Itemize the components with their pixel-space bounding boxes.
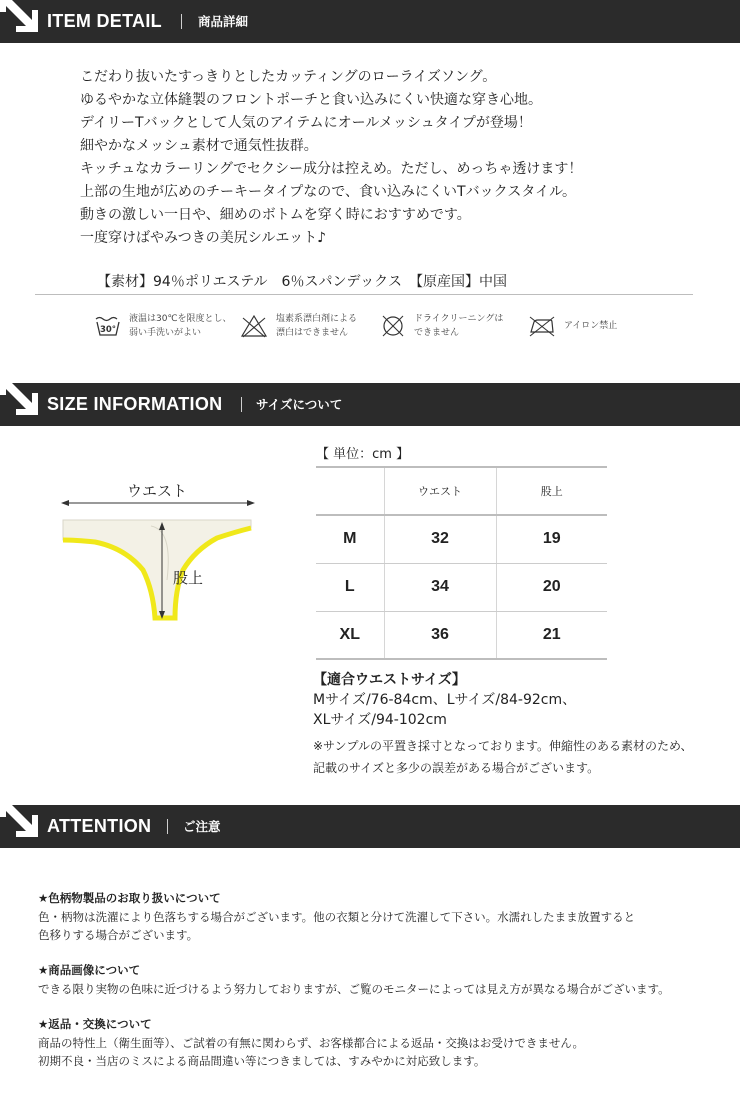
attention-title: ★色柄物製品のお取り扱いについて [38, 891, 221, 905]
no-bleach-icon [240, 314, 268, 338]
size-cell: M [316, 515, 384, 563]
section-title-ja: 商品詳細 [198, 14, 249, 29]
size-cell: XL [316, 611, 384, 659]
note-line: ※サンプルの平置き採寸となっております。伸縮性のある素材のため、 [313, 739, 693, 753]
care-bleach [240, 308, 357, 344]
description-line: キッチュなカラーリングでセクシー成分は控えめ。ただし、めっちゃ透けます！ [80, 161, 583, 177]
description-line: 一度穿けばやみつきの美尻シルエット♪ [80, 230, 327, 246]
description-line: ゆるやかな立体縫製のフロントポーチと食い込みにくい快適な穿き心地。 [80, 92, 542, 108]
section-title-en: SIZE INFORMATION [47, 394, 223, 414]
product-description [80, 66, 582, 250]
size-info-header [0, 383, 740, 426]
care-wash [95, 308, 232, 344]
column-header [316, 467, 384, 515]
header-separator [241, 397, 242, 412]
description-line: 上部の生地が広めのチーキータイプなので、食い込みにくいTバックスタイル。 [80, 184, 577, 200]
attention-title: ★商品画像について [38, 963, 141, 977]
care-dryclean [380, 308, 503, 344]
rise-cell: 21 [496, 611, 607, 659]
section-title-ja: サイズについて [256, 397, 343, 412]
size-diagram [55, 470, 265, 640]
fit-line: Mサイズ/76-84cm、Lサイズ/84-92cm、 [313, 692, 577, 708]
table-row [316, 563, 607, 611]
attention-item-return [38, 1015, 584, 1071]
description-line: デイリーTバックとして人気のアイテムにオールメッシュタイプが登場！ [80, 115, 532, 131]
attention-line: 色・柄物は洗濯により色落ちする場合がございます。他の衣類と分けて洗濯して下さい。水濡れしたまま放置すると [38, 909, 636, 924]
arrow-icon [0, 0, 40, 43]
header-separator [167, 819, 168, 834]
measurement-note [313, 735, 693, 779]
waist-label: ウエスト [127, 482, 188, 500]
section-title-en: ATTENTION [47, 816, 152, 836]
care-text: できません [414, 328, 460, 338]
rise-cell: 19 [496, 515, 607, 563]
attention-line: できる限り実物の色味に近づけるよう努力しておりますが、ご覧のモニターによっては見え方が異なる場合がございます。 [38, 981, 670, 996]
care-text: 塩素系漂白剤による [276, 314, 358, 324]
waist-cell: 32 [384, 515, 496, 563]
care-text: アイロン禁止 [564, 321, 618, 331]
description-line: 動きの激しい一日や、細めのボトムを穿く時におすすめです。 [80, 207, 471, 223]
care-text: ドライクリーニングは [414, 314, 504, 324]
divider [35, 294, 693, 295]
fit-waist-info [313, 670, 576, 730]
attention-line: 商品の特性上（衛生面等）、ご試着の有無に関わらず、お客様都合による返品・交換はお受けできません。 [38, 1035, 585, 1050]
table-header-row [316, 467, 607, 515]
attention-item-image [38, 961, 670, 998]
size-cell: L [316, 563, 384, 611]
column-header: ウエスト [384, 467, 496, 515]
note-line: 記載のサイズと多少の誤差がある場合がございます。 [313, 761, 600, 775]
attention-line: 初期不良・当店のミスによる商品間違い等につきましては、すみやかに対応致します。 [38, 1054, 486, 1068]
material-info: 【素材】94％ポリエステル 6％スパンデックス 【原産国】中国 [97, 274, 508, 290]
item-detail-header [0, 0, 740, 43]
table-row [316, 515, 607, 563]
waist-cell: 34 [384, 563, 496, 611]
description-line: 細やかなメッシュ素材で通気性抜群。 [80, 138, 318, 154]
unit-label: 【 単位：cm 】 [316, 447, 410, 462]
no-iron-icon [528, 315, 556, 337]
size-table [316, 466, 607, 660]
care-text: 液温は30℃を限度とし、 [129, 314, 232, 324]
attention-header [0, 805, 740, 848]
description-line: こだわり抜いたすっきりとしたカッティングのローライズソング。 [80, 69, 497, 85]
wash-30-icon [95, 315, 121, 337]
header-separator [181, 14, 182, 29]
rise-label: 股上 [173, 569, 204, 587]
attention-line: 色移りする場合がございます。 [38, 928, 199, 942]
waist-cell: 36 [384, 611, 496, 659]
fit-line: XLサイズ/94-102cm [313, 712, 447, 728]
section-title-en: ITEM DETAIL [47, 11, 162, 31]
attention-title: ★返品・交換について [38, 1017, 152, 1031]
arrow-icon [0, 383, 40, 426]
attention-item-color [38, 889, 635, 945]
care-text: 弱い手洗いがよい [129, 328, 202, 338]
arrow-icon [0, 805, 40, 848]
section-title-ja: ご注意 [183, 819, 221, 834]
care-iron [528, 308, 617, 344]
wash-temp-text: 30° [99, 325, 117, 335]
care-text: 漂白はできません [276, 328, 349, 338]
column-header: 股上 [496, 467, 607, 515]
fit-heading: 【適合ウエストサイズ】 [313, 672, 466, 688]
rise-cell: 20 [496, 563, 607, 611]
no-dry-clean-icon [380, 314, 406, 338]
table-row [316, 611, 607, 659]
